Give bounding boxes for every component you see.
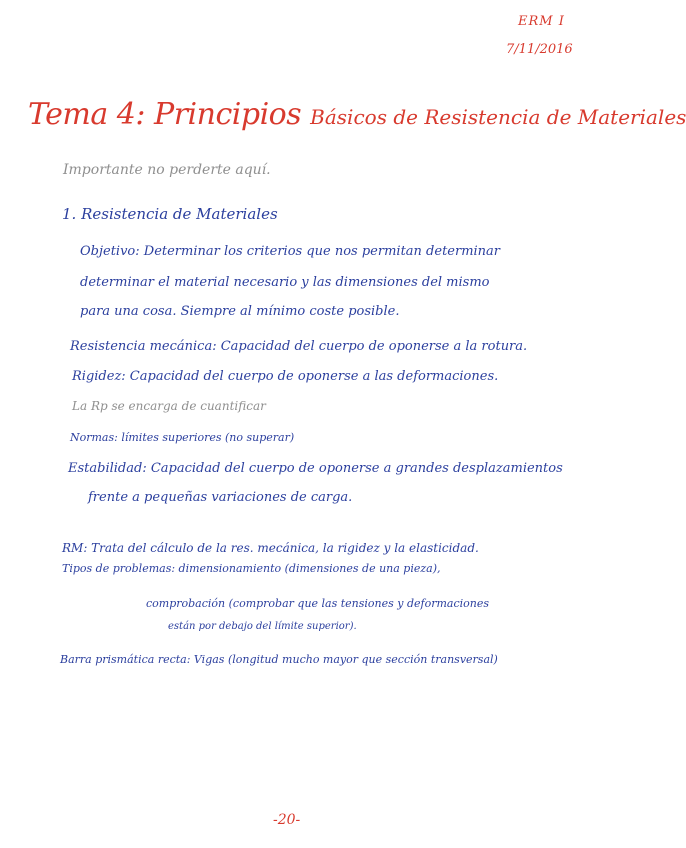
text-line: están por debajo del límite superior).	[168, 621, 357, 632]
page-title-part1: Tema 4: Principios	[28, 97, 311, 132]
header-date: 7/11/2016	[506, 42, 573, 57]
text-line: Estabilidad: Capacidad del cuerpo de oponerse a grandes desplazamientos	[68, 461, 563, 476]
section-heading: 1. Resistencia de Materiales	[62, 205, 278, 223]
text-line: Normas: límites superiores (no superar)	[70, 431, 295, 444]
text-line: frente a pequeñas variaciones de carga.	[88, 490, 353, 505]
subtitle-note: Importante no perderte aquí.	[63, 162, 271, 178]
text-line: determinar el material necesario y las dimensiones del mismo	[80, 275, 490, 290]
page-title	[28, 97, 686, 132]
text-line: Tipos de problemas: dimensionamiento (dimensiones de una pieza),	[62, 562, 441, 575]
text-line: RM: Trata del cálculo de la res. mecánica, la rigidez y la elasticidad.	[62, 541, 479, 555]
text-line: Resistencia mecánica: Capacidad del cuerpo de oponerse a la rotura.	[70, 339, 528, 354]
text-line: Objetivo: Determinar los criterios que nos permitan determinar	[80, 244, 501, 259]
page-title-part2: Básicos de Resistencia de Materiales	[310, 105, 686, 129]
header-code: ERM I	[518, 14, 565, 29]
page-number: -20-	[273, 812, 301, 828]
text-line: comprobación (comprobar que las tensiones y deformaciones	[146, 597, 490, 610]
text-line: Barra prismática recta: Vigas (longitud mucho mayor que sección transversal)	[60, 653, 498, 666]
text-line: para una cosa. Siempre al mínimo coste posible.	[80, 304, 400, 319]
text-line: Rigidez: Capacidad del cuerpo de oponerse a las deformaciones.	[72, 369, 499, 384]
pencil-note: La Rp se encarga de cuantificar	[72, 399, 266, 413]
